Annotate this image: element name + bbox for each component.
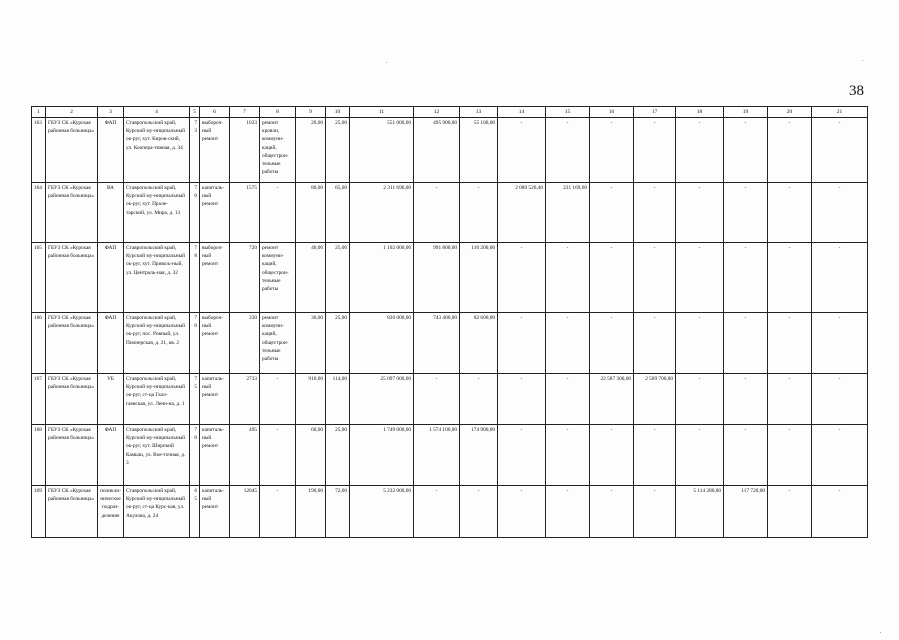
table-cell-col-16: - bbox=[590, 243, 634, 313]
table-cell-col-13: 110 200,00 bbox=[460, 243, 498, 313]
table-cell-col-14: - bbox=[498, 313, 546, 374]
table-cell-col-16: - bbox=[590, 425, 634, 486]
table-cell-col-15: - bbox=[546, 486, 590, 538]
table-cell-col-1: 163 bbox=[32, 118, 46, 183]
table-cell-col-5: 78 bbox=[190, 243, 200, 313]
table-cell-col-20: - bbox=[768, 313, 812, 374]
table-cell-col-11: 25 097 000,00 bbox=[350, 374, 414, 425]
table-cell-col-11: 826 000,00 bbox=[350, 313, 414, 374]
table-row bbox=[32, 486, 868, 538]
table-cell-col-5: 73 bbox=[190, 118, 200, 183]
column-header-7: 7 bbox=[230, 107, 260, 118]
table-cell-col-18: - bbox=[676, 374, 724, 425]
table-cell-col-5: 75 bbox=[190, 374, 200, 425]
table-cell-col-12: - bbox=[414, 374, 460, 425]
table-cell-col-18: - bbox=[676, 313, 724, 374]
table-cell-col-12: 743 400,00 bbox=[414, 313, 460, 374]
table-cell-col-8: ремонт коммуни-каций, общестрои-тельные работы bbox=[260, 243, 296, 313]
table-cell-col-12: 991 800,00 bbox=[414, 243, 460, 313]
column-header-10: 10 bbox=[326, 107, 350, 118]
table-cell-col-6: капиталь-ный ремонт bbox=[200, 374, 230, 425]
table-cell-col-13: - bbox=[460, 374, 498, 425]
table-cell-col-14: 2 080 526,40 bbox=[498, 183, 546, 243]
table-cell-col-10: 25,00 bbox=[326, 425, 350, 486]
table-cell-col-20: - bbox=[768, 425, 812, 486]
table-cell-col-10: 114,00 bbox=[326, 374, 350, 425]
column-header-2: 2 bbox=[46, 107, 98, 118]
column-header-5: 5 bbox=[190, 107, 200, 118]
table-cell-col-9: 30,00 bbox=[296, 313, 326, 374]
table-cell-col-18: - bbox=[676, 118, 724, 183]
table-cell-col-15: - bbox=[546, 374, 590, 425]
table-cell-col-1: 167 bbox=[32, 374, 46, 425]
table-cell-col-18: - bbox=[676, 183, 724, 243]
table-cell-col-21: - bbox=[812, 183, 868, 243]
table-row bbox=[32, 243, 868, 313]
table-cell-col-14: - bbox=[498, 486, 546, 538]
table-cell-col-2: ГБУЗ СК «Курская районная больница» bbox=[46, 118, 98, 183]
table-cell-col-19: - bbox=[724, 425, 768, 486]
table-cell-col-18: 5 114 280,00 bbox=[676, 486, 724, 538]
table-cell-col-7: 2733 bbox=[230, 374, 260, 425]
column-header-9: 9 bbox=[296, 107, 326, 118]
table-cell-col-2: ГБУЗ СК «Курская районная больница» bbox=[46, 374, 98, 425]
table-cell-col-13: 55 100,00 bbox=[460, 118, 498, 183]
table-cell-col-11: 551 000,00 bbox=[350, 118, 414, 183]
table-row bbox=[32, 313, 868, 374]
table-cell-col-10: 25,00 bbox=[326, 243, 350, 313]
table-cell-col-10: 25,00 bbox=[326, 118, 350, 183]
table-cell-col-7: 495 bbox=[230, 425, 260, 486]
table-cell-col-3: ФАП bbox=[98, 118, 124, 183]
column-header-20: 20 bbox=[768, 107, 812, 118]
table-row bbox=[32, 425, 868, 486]
column-header-4: 4 bbox=[124, 107, 190, 118]
table-cell-col-3: ВА bbox=[98, 183, 124, 243]
table-cell-col-21: - bbox=[812, 425, 868, 486]
table-cell-col-7: 330 bbox=[230, 313, 260, 374]
table-cell-col-19: - bbox=[724, 313, 768, 374]
column-header-6: 6 bbox=[200, 107, 230, 118]
table-cell-col-6: капиталь-ный ремонт bbox=[200, 425, 230, 486]
table-cell-col-14: - bbox=[498, 374, 546, 425]
column-header-11: 11 bbox=[350, 107, 414, 118]
table-cell-col-19: - bbox=[724, 118, 768, 183]
table-cell-col-19: - bbox=[724, 183, 768, 243]
table-cell-col-4: Ставропольский край, Курский му-ниципальный ок-руг, хут. Привољ-ный, ул. Централь-ная, д. 32 bbox=[124, 243, 190, 313]
table-cell-col-4: Ставропольский край, Курский му-ниципальный ок-руг, хут. Киров-ский, ул. Коопера-тивная, д. 34 bbox=[124, 118, 190, 183]
table-cell-col-12: 1 574 100,00 bbox=[414, 425, 460, 486]
column-header-12: 12 bbox=[414, 107, 460, 118]
table-cell-col-6: выбороч-ный ремонт bbox=[200, 243, 230, 313]
table-cell-col-2: ГБУЗ СК «Курская районная больница» bbox=[46, 425, 98, 486]
table-cell-col-5: 70 bbox=[190, 425, 200, 486]
table-cell-col-11: 5 232 000,00 bbox=[350, 486, 414, 538]
table-cell-col-17: - bbox=[634, 313, 676, 374]
table-cell-col-12: 495 900,00 bbox=[414, 118, 460, 183]
table-cell-col-17: 2 509 700,00 bbox=[634, 374, 676, 425]
table-cell-col-11: 1 102 000,00 bbox=[350, 243, 414, 313]
table-cell-col-3: ФАП bbox=[98, 313, 124, 374]
column-header-8: 8 bbox=[260, 107, 296, 118]
table-cell-col-20: - bbox=[768, 118, 812, 183]
table-cell-col-6: капиталь-ный ремонт bbox=[200, 183, 230, 243]
table-cell-col-16: - bbox=[590, 313, 634, 374]
table-cell-col-21: - bbox=[812, 374, 868, 425]
table-cell-col-14: - bbox=[498, 243, 546, 313]
table-cell-col-8: - bbox=[260, 486, 296, 538]
table-cell-col-16: 22 587 300,00 bbox=[590, 374, 634, 425]
table-cell-col-5: 70 bbox=[190, 183, 200, 243]
table-cell-col-20: - bbox=[768, 183, 812, 243]
table-cell-col-19: - bbox=[724, 243, 768, 313]
column-header-17: 17 bbox=[634, 107, 676, 118]
table-cell-col-3: УБ bbox=[98, 374, 124, 425]
table-cell-col-17: - bbox=[634, 425, 676, 486]
table-cell-col-1: 165 bbox=[32, 243, 46, 313]
table-cell-col-13: 174 900,00 bbox=[460, 425, 498, 486]
table-cell-col-9: 80,00 bbox=[296, 183, 326, 243]
table-cell-col-7: 1575 bbox=[230, 183, 260, 243]
table-cell-col-8: - bbox=[260, 183, 296, 243]
column-header-13: 13 bbox=[460, 107, 498, 118]
table-cell-col-1: 168 bbox=[32, 425, 46, 486]
table-cell-col-18: - bbox=[676, 425, 724, 486]
table-cell-col-4: Ставропольский край, Курский му-ниципальный ок-руг, хут. Проле-тарский, ул. Мира, д. 13 bbox=[124, 183, 190, 243]
table-cell-col-6: выбороч-ный ремонт bbox=[200, 313, 230, 374]
table-cell-col-19: 117 720,00 bbox=[724, 486, 768, 538]
data-table bbox=[31, 106, 868, 538]
column-header-18: 18 bbox=[676, 107, 724, 118]
table-cell-col-21: - bbox=[812, 486, 868, 538]
table-row bbox=[32, 374, 868, 425]
table-cell-col-10: 72,00 bbox=[326, 486, 350, 538]
table-cell-col-9: 20,00 bbox=[296, 118, 326, 183]
table-cell-col-8: ремонт кровли, коммуни-каций, общестрои-тельные работы bbox=[260, 118, 296, 183]
table-cell-col-3: поликли-ническое подраз-деление bbox=[98, 486, 124, 538]
table-cell-col-15: 231 169,60 bbox=[546, 183, 590, 243]
table-cell-col-15: - bbox=[546, 425, 590, 486]
table-cell-col-9: 40,00 bbox=[296, 243, 326, 313]
table-cell-col-20: - bbox=[768, 374, 812, 425]
table-cell-col-10: 65,00 bbox=[326, 183, 350, 243]
table-cell-col-7: 720 bbox=[230, 243, 260, 313]
column-header-16: 16 bbox=[590, 107, 634, 118]
table-cell-col-1: 166 bbox=[32, 313, 46, 374]
table-cell-col-9: 910,00 bbox=[296, 374, 326, 425]
table-cell-col-7: 1023 bbox=[230, 118, 260, 183]
table-cell-col-14: - bbox=[498, 425, 546, 486]
table-cell-col-17: - bbox=[634, 183, 676, 243]
table-cell-col-11: 2 311 696,00 bbox=[350, 183, 414, 243]
table-cell-col-2: ГБУЗ СК «Курская районная больница» bbox=[46, 486, 98, 538]
table-cell-col-12: - bbox=[414, 183, 460, 243]
table-cell-col-8: - bbox=[260, 425, 296, 486]
table-cell-col-17: - bbox=[634, 486, 676, 538]
table-cell-col-3: ФАП bbox=[98, 243, 124, 313]
table-cell-col-2: ГБУЗ СК «Курская районная больница» bbox=[46, 243, 98, 313]
table-cell-col-20: - bbox=[768, 243, 812, 313]
table-cell-col-5: 65 bbox=[190, 486, 200, 538]
column-header-14: 14 bbox=[498, 107, 546, 118]
table-cell-col-1: 169 bbox=[32, 486, 46, 538]
table-row bbox=[32, 118, 868, 183]
table-cell-col-1: 164 bbox=[32, 183, 46, 243]
column-header-3: 3 bbox=[98, 107, 124, 118]
table-cell-col-11: 1 749 000,00 bbox=[350, 425, 414, 486]
table-cell-col-13: - bbox=[460, 183, 498, 243]
table-cell-col-20: - bbox=[768, 486, 812, 538]
table-cell-col-17: - bbox=[634, 243, 676, 313]
table-cell-col-8: ремонт коммуни-каций, общестрои-тельные работы bbox=[260, 313, 296, 374]
column-header-15: 15 bbox=[546, 107, 590, 118]
table-cell-col-6: капиталь-ный ремонт bbox=[200, 486, 230, 538]
table-cell-col-9: 190,00 bbox=[296, 486, 326, 538]
table-cell-col-2: ГБУЗ СК «Курская районная больница» bbox=[46, 183, 98, 243]
table-cell-col-4: Ставропольский край, Курский му-ниципальный ок-руг, пос. Ровный, ул. Пионерская, д. 21, кв. 2 bbox=[124, 313, 190, 374]
table-cell-col-15: - bbox=[546, 118, 590, 183]
table-cell-col-17: - bbox=[634, 118, 676, 183]
table-cell-col-15: - bbox=[546, 313, 590, 374]
table-cell-col-15: - bbox=[546, 243, 590, 313]
table-cell-col-14: - bbox=[498, 118, 546, 183]
table-cell-col-19: - bbox=[724, 374, 768, 425]
table-cell-col-18: - bbox=[676, 243, 724, 313]
table-cell-col-4: Ставропольский край, Курский му-ниципальный ок-руг, ст-ца Курс-кая, ул. Акулова, д. 24 bbox=[124, 486, 190, 538]
table-cell-col-13: 82 600,00 bbox=[460, 313, 498, 374]
column-header-21: 21 bbox=[812, 107, 868, 118]
table-cell-col-9: 60,00 bbox=[296, 425, 326, 486]
table-cell-col-4: Ставропольский край, Курский му-ниципальный ок-руг, ст-ца Гало-гаевская, ул. Лени-на, д. 1 bbox=[124, 374, 190, 425]
table-cell-col-16: - bbox=[590, 183, 634, 243]
table-cell-col-10: 25,00 bbox=[326, 313, 350, 374]
table-cell-col-12: - bbox=[414, 486, 460, 538]
column-header-1: 1 bbox=[32, 107, 46, 118]
page-number: 38 bbox=[849, 83, 864, 99]
table-cell-col-4: Ставропольский край, Курский му-ниципальный ок-руг, хут. Широкий Камыш, ул. Вое-точная, д. 3 bbox=[124, 425, 190, 486]
table-cell-col-16: - bbox=[590, 118, 634, 183]
table-cell-col-21: - bbox=[812, 313, 868, 374]
table-cell-col-3: ФАП bbox=[98, 425, 124, 486]
table-cell-col-13: - bbox=[460, 486, 498, 538]
table-cell-col-21: - bbox=[812, 118, 868, 183]
table-cell-col-7: 12045 bbox=[230, 486, 260, 538]
table-cell-col-21: - bbox=[812, 243, 868, 313]
header-row bbox=[32, 107, 868, 118]
table-row bbox=[32, 183, 868, 243]
table-cell-col-2: ГБУЗ СК «Курская районная больница» bbox=[46, 313, 98, 374]
table-cell-col-6: выбороч-ный ремонт bbox=[200, 118, 230, 183]
table-cell-col-16: - bbox=[590, 486, 634, 538]
table-cell-col-8: - bbox=[260, 374, 296, 425]
table-cell-col-5: 70 bbox=[190, 313, 200, 374]
column-header-19: 19 bbox=[724, 107, 768, 118]
